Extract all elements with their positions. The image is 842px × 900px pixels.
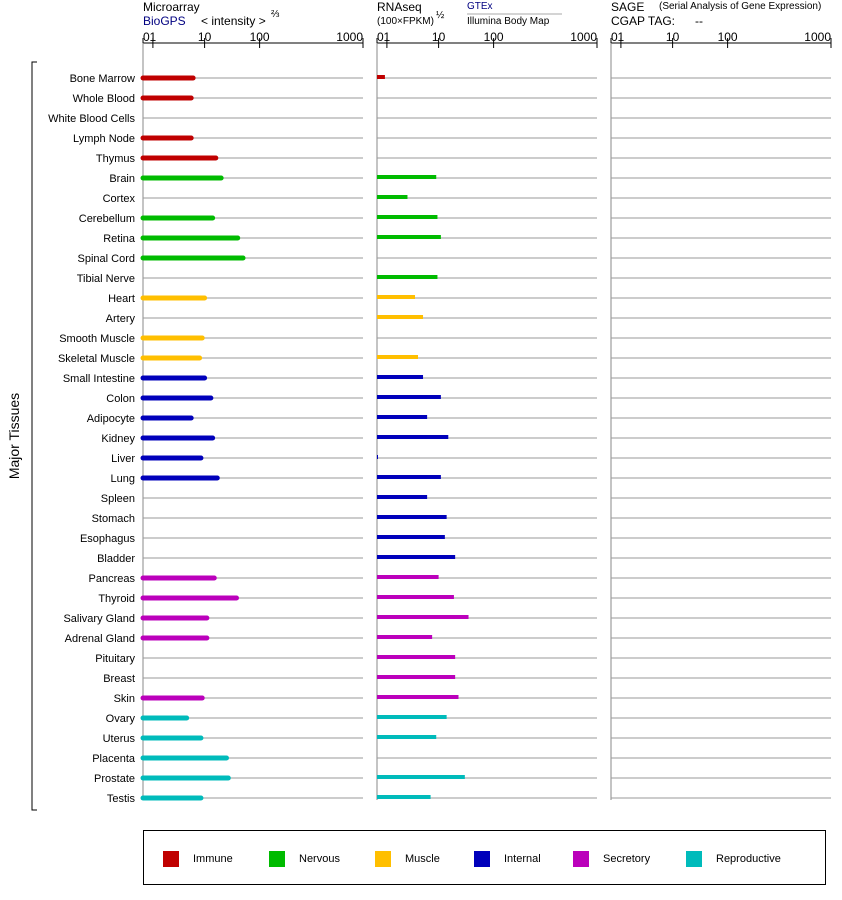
- legend-label-secretory: Secretory: [603, 853, 651, 865]
- microarray-tick-label-1: 1: [149, 30, 157, 44]
- microarray-tick-label-0: 0: [143, 30, 150, 44]
- group-bracket: [32, 62, 37, 810]
- rnaseq-bar: [377, 75, 385, 79]
- legend-label-internal: Internal: [504, 853, 541, 865]
- tissue-label: Thymus: [95, 153, 135, 165]
- rnaseq-bar: [377, 295, 415, 299]
- rnaseq-bar: [377, 795, 431, 799]
- rnaseq-tick-label-3: 100: [483, 30, 504, 44]
- rnaseq-unit-exponent: ½: [436, 10, 445, 21]
- tissue-label: Uterus: [102, 733, 135, 745]
- tissue-label: Breast: [103, 673, 135, 685]
- tissue-label: Retina: [103, 233, 135, 245]
- rnaseq-bar: [377, 555, 455, 559]
- sage-subtitle: (Serial Analysis of Gene Expression): [659, 1, 822, 12]
- tissue-label: Bladder: [97, 553, 135, 565]
- tissue-label: Lymph Node: [73, 133, 135, 145]
- rnaseq-bar: [377, 735, 436, 739]
- sage-title: SAGE: [611, 0, 645, 14]
- legend-swatch-internal: [474, 851, 490, 867]
- rnaseq-tick-label-2: 10: [431, 30, 446, 44]
- tissue-label: Tibial Nerve: [76, 273, 135, 285]
- legend-swatch-secretory: [573, 851, 589, 867]
- rnaseq-tick-label-1: 1: [383, 30, 391, 44]
- rnaseq-source-body-map[interactable]: Illumina Body Map: [467, 16, 550, 27]
- rnaseq-bar: [377, 355, 418, 359]
- microarray-tick-label-2: 10: [197, 30, 212, 44]
- tissue-label: Smooth Muscle: [59, 333, 135, 345]
- legend: [143, 830, 826, 885]
- rnaseq-bar: [377, 695, 458, 699]
- microarray-title: Microarray: [143, 0, 200, 14]
- legend-label-reproductive: Reproductive: [716, 853, 781, 865]
- tissue-label: Thyroid: [98, 593, 135, 605]
- sage-tick-label-1: 1: [617, 30, 625, 44]
- tissue-label: Pancreas: [88, 573, 135, 585]
- tissue-label: Prostate: [94, 773, 135, 785]
- legend-swatch-reproductive: [686, 851, 702, 867]
- legend-swatch-nervous: [269, 851, 285, 867]
- rnaseq-bar: [377, 575, 439, 579]
- tissue-label: Testis: [106, 793, 135, 805]
- rnaseq-title: RNAseq: [377, 0, 422, 14]
- rnaseq-bar: [377, 275, 437, 279]
- rnaseq-bar: [377, 175, 436, 179]
- sage-tick-label-0: 0: [611, 30, 618, 44]
- tissue-label: Heart: [108, 293, 135, 305]
- tissue-label: Salivary Gland: [63, 613, 135, 625]
- rnaseq-bar: [377, 415, 427, 419]
- tissue-label: Pituitary: [95, 653, 135, 665]
- rnaseq-tick-label-4: 1000: [570, 30, 597, 44]
- tissue-label: Spinal Cord: [77, 253, 135, 265]
- tissue-label: Adrenal Gland: [64, 633, 135, 645]
- rnaseq-bar: [377, 515, 447, 519]
- sage-tick-label-4: 1000: [804, 30, 831, 44]
- sage-tick-label-3: 100: [717, 30, 738, 44]
- tissue-label: Cerebellum: [78, 213, 135, 225]
- legend-label-immune: Immune: [193, 853, 233, 865]
- legend-swatch-muscle: [375, 851, 391, 867]
- rnaseq-bar: [377, 535, 445, 539]
- tissue-label: Kidney: [101, 433, 135, 445]
- rnaseq-bar: [377, 455, 378, 459]
- rnaseq-bar: [377, 395, 441, 399]
- rnaseq-bar: [377, 215, 437, 219]
- tissue-label: Artery: [105, 313, 135, 325]
- tissue-label: Colon: [106, 393, 135, 405]
- microarray-unit-exponent: ⅔: [271, 9, 280, 20]
- rnaseq-unit-label: (100×FPKM): [377, 16, 434, 27]
- tissue-label: Skeletal Muscle: [57, 353, 135, 365]
- group-label: Major Tissues: [6, 392, 22, 480]
- tissue-label: Whole Blood: [72, 93, 135, 105]
- rnaseq-bar: [377, 475, 441, 479]
- microarray-source: BioGPS: [143, 14, 186, 28]
- rnaseq-bar: [377, 315, 423, 319]
- tissue-label: White Blood Cells: [48, 113, 135, 125]
- rnaseq-bar: [377, 675, 455, 679]
- tissue-label: Lung: [110, 473, 135, 485]
- rnaseq-bar: [377, 375, 423, 379]
- tissue-label: Bone Marrow: [69, 73, 135, 85]
- rnaseq-source-gtex[interactable]: GTEx: [467, 1, 493, 12]
- rnaseq-bar: [377, 435, 448, 439]
- tissue-label: Stomach: [91, 513, 135, 525]
- legend-swatch-immune: [163, 851, 179, 867]
- microarray-unit-label: < intensity >: [201, 14, 266, 28]
- rnaseq-bar: [377, 635, 432, 639]
- rnaseq-bar: [377, 235, 441, 239]
- tissue-label: Liver: [111, 453, 135, 465]
- tissue-label: Placenta: [92, 753, 135, 765]
- rnaseq-tick-label-0: 0: [377, 30, 384, 44]
- tissue-label: Adipocyte: [86, 413, 135, 425]
- tissue-label: Cortex: [102, 193, 135, 205]
- rnaseq-bar: [377, 195, 407, 199]
- rnaseq-bar: [377, 595, 454, 599]
- legend-label-muscle: Muscle: [405, 853, 440, 865]
- sage-tag-value: --: [695, 14, 703, 28]
- tissue-label: Esophagus: [79, 533, 135, 545]
- rnaseq-bar: [377, 615, 469, 619]
- rnaseq-bar: [377, 655, 455, 659]
- sage-tag-label: CGAP TAG:: [611, 14, 676, 28]
- rnaseq-bar: [377, 775, 465, 779]
- microarray-tick-label-4: 1000: [336, 30, 363, 44]
- tissue-label: Brain: [109, 173, 135, 185]
- tissue-label: Ovary: [105, 713, 135, 725]
- tissue-label: Small Intestine: [62, 373, 135, 385]
- microarray-tick-label-3: 100: [249, 30, 270, 44]
- tissue-label: Spleen: [100, 493, 135, 505]
- tissue-label: Skin: [113, 693, 135, 705]
- legend-label-nervous: Nervous: [299, 853, 340, 865]
- sage-tick-label-2: 10: [665, 30, 680, 44]
- rnaseq-bar: [377, 495, 427, 499]
- rnaseq-bar: [377, 715, 447, 719]
